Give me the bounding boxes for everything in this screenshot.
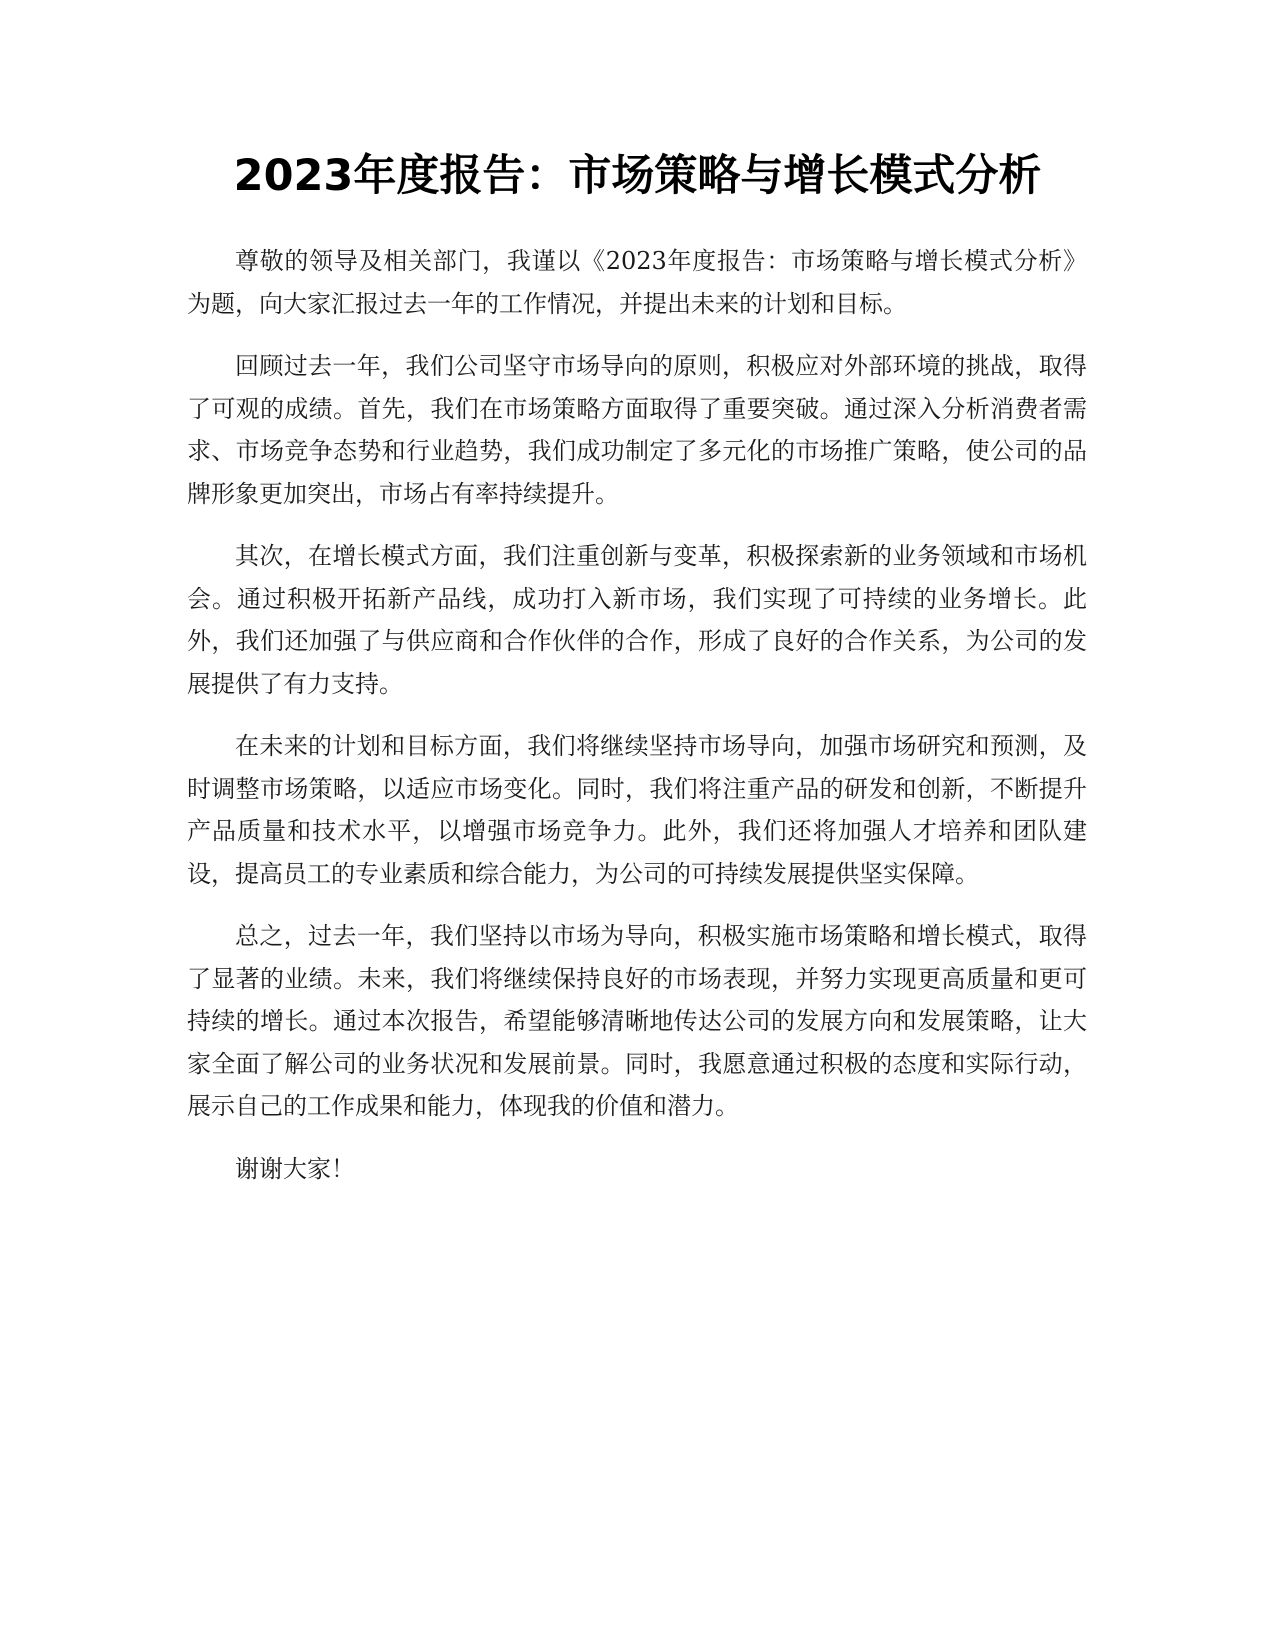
paragraph-closing: 谢谢大家！	[235, 1154, 355, 1183]
paragraph-review: 回顾过去一年，我们公司坚守市场导向的原则，积极应对外部环境的挑战，取得了可观的成绩。首先，我们在市场策略方面取得了重要突破。通过深入分析消费者需求、市场竞争态势和行业趋势，我们成功制定了多元化的市场推广策略，使公司的品牌形象更加突出，市场占有率持续提升。	[187, 352, 1087, 508]
paragraph-summary: 总之，过去一年，我们坚持以市场为导向，积极实施市场策略和增长模式，取得了显著的业绩。未来，我们将继续保持良好的市场表现，并努力实现更高质量和更可持续的增长。通过本次报告，希望能够清晰地传达公司的发展方向和发展策略，让大家全面了解公司的业务状况和发展前景。同时，我愿意通过积极的态度和实际行动，展示自己的工作成果和能力，体现我的价值和潜力。	[187, 922, 1087, 1120]
document-body	[187, 240, 1087, 1210]
paragraph-growth-model: 其次，在增长模式方面，我们注重创新与变革，积极探索新的业务领域和市场机会。通过积极开拓新产品线，成功打入新市场，我们实现了可持续的业务增长。此外，我们还加强了与供应商和合作伙伴的合作，形成了良好的合作关系，为公司的发展提供了有力支持。	[187, 542, 1087, 698]
document-title: 2023年度报告：市场策略与增长模式分析	[233, 151, 1042, 201]
paragraph-greeting: 尊敬的领导及相关部门，我谨以《2023年度报告：市场策略与增长模式分析》为题，向大家汇报过去一年的工作情况，并提出未来的计划和目标。	[187, 247, 1087, 318]
paragraph-future-plans: 在未来的计划和目标方面，我们将继续坚持市场导向，加强市场研究和预测，及时调整市场策略，以适应市场变化。同时，我们将注重产品的研发和创新，不断提升产品质量和技术水平，以增强市场竞争力。此外，我们还将加强人才培养和团队建设，提高员工的专业素质和综合能力，为公司的可持续发展提供坚实保障。	[187, 732, 1087, 888]
